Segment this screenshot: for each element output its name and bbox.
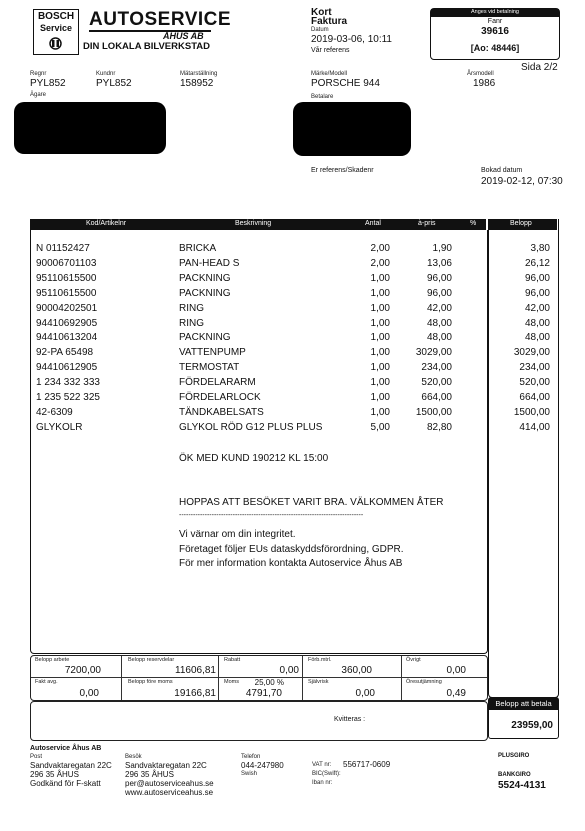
header-belopp: Belopp	[510, 220, 532, 227]
reservdelar-label: Belopp reservdelar	[128, 657, 175, 663]
cell-beskrivning: TERMOSTAT	[179, 362, 240, 374]
datum-value: 2019-03-06, 10:11	[311, 34, 392, 45]
cell-apris: 1,90	[432, 243, 452, 254]
fore-moms-value: 19166,81	[174, 688, 216, 699]
att-betala-box	[488, 697, 559, 739]
company-logo	[33, 9, 232, 55]
cell-kod: 94410692905	[36, 317, 98, 329]
footer-post2: 296 35 ÅHUS	[30, 770, 79, 779]
cell-apris: 234,00	[421, 362, 452, 374]
table-row	[0, 377, 585, 392]
marke-value: PORSCHE 944	[311, 78, 380, 89]
arsmodell-label: Årsmodell	[467, 71, 494, 77]
table-row	[0, 303, 585, 318]
moms-label: Moms	[224, 679, 239, 685]
ovrigt-value: 0,00	[446, 665, 466, 676]
cell-apris: 42,00	[426, 302, 452, 314]
fanr-label: Fanr	[487, 18, 503, 25]
cell-antal: 1,00	[370, 406, 390, 418]
matar-label: Mätarställning	[180, 71, 218, 77]
cell-kod: 94410612905	[36, 362, 98, 374]
fakt-avg-value: 0,00	[79, 688, 99, 699]
doc-kind-2: Faktura	[311, 16, 348, 27]
cell-beskrivning: PACKNING	[179, 272, 231, 284]
cell-belopp: 234,00	[519, 362, 550, 374]
sjalvrisk-label: Självrisk	[308, 679, 329, 685]
cell-belopp: 414,00	[519, 421, 550, 433]
fore-moms-label: Belopp före moms	[128, 679, 173, 685]
sjalvrisk-value: 0,00	[355, 688, 375, 699]
note-divider: -------------------------------------------------------------------------------	[179, 512, 364, 519]
table-row	[0, 273, 585, 288]
ao-value: [Ao: 48446]	[470, 43, 520, 53]
cell-antal: 2,00	[370, 257, 390, 269]
cell-beskrivning: PACKNING	[179, 287, 231, 299]
cell-kod: 95110615500	[36, 272, 97, 284]
table-row	[0, 243, 585, 258]
tagline: DIN LOKALA BILVERKSTAD	[83, 41, 211, 52]
fanr-value: 39616	[481, 26, 509, 37]
cell-belopp: 48,00	[524, 317, 550, 329]
cell-kod: 90006701103	[36, 257, 97, 269]
moms-value: 4791,70	[245, 688, 282, 699]
footer-email[interactable]: per@autoserviceahus.se	[125, 779, 214, 788]
cell-kod: 42-6309	[36, 406, 73, 418]
footer-telefon-label: Telefon	[241, 754, 261, 760]
cell-beskrivning: RING	[179, 302, 204, 314]
cell-apris: 48,00	[426, 332, 452, 344]
rabatt-value: 0,00	[279, 665, 299, 676]
agare-label: Ägare	[30, 92, 47, 98]
regnr-value: PYL852	[30, 78, 66, 89]
cell-kod: N 01152427	[36, 243, 90, 254]
table-row	[0, 407, 585, 422]
oresutj-label: Öresutjämning	[406, 679, 442, 685]
cell-beskrivning: RING	[179, 317, 204, 329]
cell-antal: 1,00	[370, 272, 390, 284]
kundnr-value: PYL852	[96, 78, 132, 89]
bosch-text: BOSCH	[37, 11, 75, 22]
regnr-label: Regnr	[30, 71, 47, 77]
cell-belopp: 3029,00	[513, 347, 550, 359]
fakt-avg-label: Fakt avg.	[35, 679, 58, 685]
note-welcome: HOPPAS ATT BESÖKET VARIT BRA. VÄLKOMMEN ÅTER	[179, 497, 444, 508]
cell-beskrivning: GLYKOL RÖD G12 PLUS PLUS	[179, 421, 323, 433]
cell-antal: 1,00	[370, 302, 390, 314]
footer-telefon: 044-247980	[241, 761, 284, 770]
footer-bankgiro: 5524-4131	[498, 780, 546, 791]
forbmtrl-label: Förb.mtrl.	[308, 657, 332, 663]
bokad-label: Bokad datum	[481, 167, 523, 174]
oresutj-value: 0,49	[446, 688, 466, 699]
cell-kod: 90004202501	[36, 302, 98, 314]
note-info: För mer information kontakta Autoservice Åhus AB	[179, 558, 403, 569]
cell-antal: 1,00	[370, 332, 390, 344]
ovrigt-label: Övrigt	[406, 657, 421, 663]
cell-antal: 1,00	[370, 287, 390, 299]
cell-antal: 1,00	[370, 362, 390, 374]
forbmtrl-value: 360,00	[341, 665, 372, 676]
cell-antal: 2,00	[370, 243, 390, 254]
kundnr-label: Kundnr	[96, 71, 116, 77]
marke-label: Märke/Modell	[311, 71, 348, 77]
autoservice-title: AUTOSERVICE	[89, 9, 232, 30]
cell-apris: 48,00	[426, 317, 452, 329]
cell-beskrivning: FÖRDELARLOCK	[179, 392, 261, 403]
moms-pct: 25,00 %	[254, 678, 284, 687]
cell-kod: 92-PA 65498	[36, 347, 94, 359]
reservdelar-value: 11606,81	[175, 665, 216, 676]
footer-besok1: Sandvaktaregatan 22C	[125, 761, 207, 770]
cell-belopp: 1500,00	[513, 406, 550, 418]
footer-vat-label: VAT nr:	[312, 762, 332, 768]
belopp-arbete-label: Belopp arbete	[35, 657, 70, 663]
footer-besok-label: Besök	[125, 754, 142, 760]
invoice-number-box	[430, 8, 560, 60]
cell-belopp: 96,00	[524, 272, 550, 284]
table-row	[0, 347, 585, 362]
cell-kod: 95110615500	[36, 287, 97, 299]
page-number: Sida 2/2	[521, 62, 558, 73]
att-betala-label: Belopp att betala	[489, 698, 558, 710]
cell-kod: GLYKOLR	[36, 421, 83, 433]
cell-kod: 1 234 332 333	[36, 377, 100, 389]
table-row	[0, 318, 585, 333]
cell-apris: 96,00	[426, 272, 452, 284]
bosch-emblem-icon	[49, 37, 62, 50]
belopp-arbete-value: 7200,00	[64, 665, 101, 676]
table-row	[0, 392, 585, 407]
er-referens-label: Er referens/Skadenr	[311, 167, 374, 174]
footer-post-label: Post	[30, 754, 43, 760]
cell-belopp: 664,00	[519, 392, 550, 403]
footer-swish-label: Swish	[241, 771, 258, 777]
cell-apris: 96,00	[426, 287, 452, 299]
cell-kod: 94410613204	[36, 332, 98, 344]
redaction-owner	[14, 102, 166, 154]
cell-apris: 520,00	[421, 377, 452, 389]
cell-apris: 664,00	[421, 392, 452, 403]
footer-post1: Sandvaktaregatan 22C	[30, 761, 112, 770]
footer-plusgiro-label: PLUSGIRO	[498, 753, 530, 759]
cell-belopp: 48,00	[524, 332, 550, 344]
table-row	[0, 288, 585, 303]
cell-antal: 5,00	[370, 421, 390, 433]
kvittera-label: Kvitteras :	[334, 716, 366, 723]
cell-antal: 1,00	[370, 347, 390, 359]
redaction-payer	[293, 102, 411, 156]
header-divider	[486, 219, 488, 230]
cell-beskrivning: TÄNDKABELSATS	[179, 406, 264, 418]
table-row	[0, 332, 585, 347]
cell-beskrivning: FÖRDELARARM	[179, 377, 256, 389]
footer-vat: 556717-0609	[343, 760, 391, 769]
invoice-box-header: Anges vid betalning	[431, 9, 559, 17]
cell-belopp: 3,80	[530, 243, 550, 254]
table-row	[0, 362, 585, 377]
footer-post3: Godkänd för F-skatt	[30, 779, 101, 788]
cell-belopp: 520,00	[519, 377, 550, 389]
ahus-text: ÅHUS AB	[163, 31, 204, 41]
kvittera-box	[30, 701, 488, 741]
cell-antal: 1,00	[370, 317, 390, 329]
rabatt-label: Rabatt	[224, 657, 241, 663]
note-privacy: Vi värnar om din integritet.	[179, 529, 296, 540]
cell-belopp: 42,00	[524, 302, 550, 314]
cell-apris: 13,06	[426, 257, 452, 269]
note-gdpr: Företaget följer EUs dataskyddsförordning, GDPR.	[179, 544, 404, 555]
cell-beskrivning: PAN-HEAD S	[179, 257, 240, 269]
doc-kind-1: Kort	[311, 7, 332, 18]
table-row	[0, 422, 585, 437]
cell-apris: 1500,00	[415, 406, 452, 418]
att-betala-value: 23959,00	[511, 720, 553, 731]
header-beskrivning: Beskrivning	[235, 220, 272, 227]
cell-apris: 82,80	[426, 421, 452, 433]
footer-bic-label: BIC(Swift):	[312, 771, 341, 777]
header-antal: Antal	[365, 220, 381, 227]
datum-label: Datum	[311, 27, 329, 33]
cell-belopp: 96,00	[524, 287, 550, 299]
bosch-service-badge	[33, 9, 79, 55]
matar-value: 158952	[180, 78, 214, 89]
header-kod: Kod/Artikelnr	[86, 220, 127, 227]
summary-box	[30, 655, 488, 701]
footer-besok2: 296 35 ÅHUS	[125, 770, 174, 779]
cell-antal: 1,00	[370, 392, 390, 403]
cell-belopp: 26,12	[524, 257, 550, 269]
var-referens-label: Vår referens	[311, 47, 350, 54]
footer-website[interactable]: www.autoserviceahus.se	[125, 788, 214, 797]
cell-beskrivning: VATTENPUMP	[179, 347, 246, 359]
cell-antal: 1,00	[370, 377, 390, 389]
footer-iban-label: Iban nr:	[312, 780, 333, 786]
cell-beskrivning: PACKNING	[179, 332, 231, 344]
note-ok: ÖK MED KUND 190212 KL 15:00	[179, 453, 329, 464]
footer-company: Autoservice Åhus AB	[30, 745, 102, 752]
table-header	[30, 219, 557, 230]
cell-beskrivning: BRICKA	[179, 243, 217, 254]
betalare-label: Betalare	[311, 94, 334, 100]
bokad-value: 2019-02-12, 07:30	[481, 176, 563, 187]
header-apris: à-pris	[418, 220, 436, 227]
table-row	[0, 258, 585, 273]
arsmodell-value: 1986	[473, 78, 496, 89]
cell-kod: 1 235 522 325	[36, 392, 100, 403]
header-pct: %	[470, 220, 477, 227]
cell-apris: 3029,00	[415, 347, 452, 359]
footer-bankgiro-label: BANKGIRO	[498, 772, 531, 778]
service-text: Service	[39, 23, 73, 33]
